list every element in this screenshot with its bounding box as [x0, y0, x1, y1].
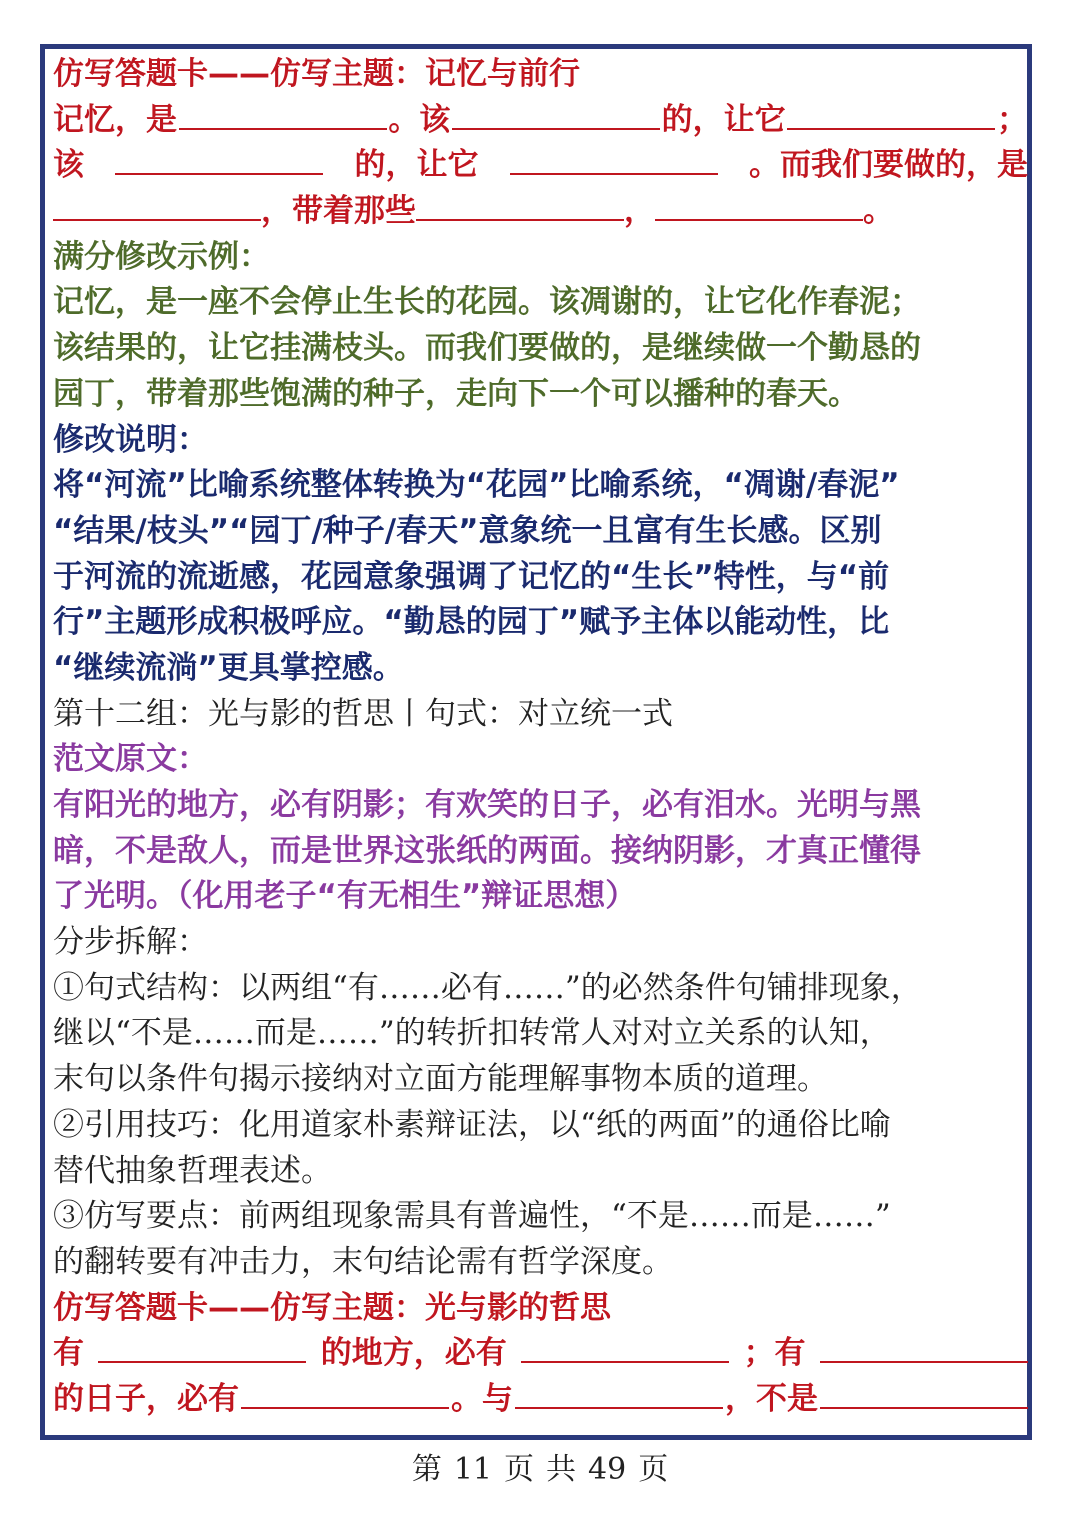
steps-heading: 分步拆解：	[53, 924, 208, 961]
blank[interactable]	[416, 189, 624, 221]
group-title: 第十二组：光与影的哲思丨句式：对立统一式	[53, 695, 673, 732]
steps-line: ③仿写要点：前两组现象需具有普遍性，“不是……而是……”	[53, 1198, 891, 1235]
footer-part: 11	[453, 1452, 492, 1487]
page-content	[53, 52, 1028, 1423]
footer-part: 页	[504, 1452, 534, 1487]
card1-row3-text-3: 。	[863, 193, 894, 230]
example-line: 记忆，是一座不会停止生长的花园。该凋谢的，让它化作春泥；	[53, 284, 921, 321]
blank[interactable]	[787, 98, 995, 130]
card1-row1-text-3: 的，让它	[661, 101, 786, 138]
card1-row2-text-2: 的，让它	[354, 147, 479, 184]
explain-line: “结果/枝头”“园丁/种子/春天”意象统一且富有生长感。区别	[53, 512, 882, 549]
footer-part: 第	[411, 1452, 442, 1487]
footer-part: 页	[638, 1452, 669, 1487]
original-line: 有阳光的地方，必有阴影；有欢笑的日子，必有泪水。光明与黑	[53, 787, 921, 823]
steps-line: 继以“不是……而是……”的转折扣转常人对对立关系的认知，	[53, 1015, 891, 1052]
blank[interactable]	[521, 1331, 729, 1363]
card1-row1	[53, 98, 1028, 144]
card1-title: 仿写答题卡——仿写主题：记忆与前行	[53, 56, 580, 92]
steps-line: ②引用技巧：化用道家朴素辩证法，以“纸的两面”的通俗比喻	[53, 1106, 891, 1143]
card1-row1-text-2: 。该	[388, 101, 451, 138]
card1-row3	[53, 189, 1028, 235]
blank[interactable]	[820, 1331, 1028, 1363]
blank[interactable]	[179, 98, 387, 130]
card1-row1-text-1: 记忆，是	[53, 101, 177, 138]
blank[interactable]	[655, 189, 863, 221]
explain-line: 行”主题形成积极呼应。“勤恳的园丁”赋予主体以能动性，比	[53, 604, 890, 641]
example-line: 该结果的，让它挂满枝头。而我们要做的，是继续做一个勤恳的	[53, 330, 921, 367]
original-heading: 范文原文：	[53, 741, 208, 778]
original-line: 暗，不是敌人，而是世界这张纸的两面。接纳阴影，才真正懂得	[53, 832, 921, 869]
card2-row2-text-1: 的日子，必有	[53, 1380, 239, 1417]
card1-row2-text-3: 。而我们要做的，是	[749, 147, 1028, 184]
blank[interactable]	[53, 189, 261, 221]
example-line: 园丁，带着那些饱满的种子，走向下一个可以播种的春天。	[53, 375, 859, 412]
footer-part: 49	[588, 1452, 627, 1487]
card2-row2-text-2: 。与	[451, 1380, 513, 1417]
blank[interactable]	[452, 98, 660, 130]
card1-row3-text-2: ，	[624, 193, 655, 230]
card1-row2	[53, 143, 1028, 189]
blank[interactable]	[241, 1377, 449, 1409]
steps-line: 的翻转要有冲击力，末句结论需有哲学深度。	[53, 1243, 673, 1280]
card1-row1-text-4: ；	[996, 101, 1028, 138]
card1-row3-text-1: ，带着那些	[261, 193, 416, 230]
footer-part: 共	[546, 1452, 576, 1487]
blank[interactable]	[820, 1377, 1028, 1409]
card2-row2	[53, 1377, 1028, 1423]
blank[interactable]	[98, 1331, 306, 1363]
original-line: 了光明。（化用老子“有无相生”辩证思想）	[53, 878, 637, 915]
card2-title: 仿写答题卡——仿写主题：光与影的哲思	[53, 1289, 611, 1326]
card2-row1-text-2: 的地方，必有	[320, 1335, 507, 1372]
blank[interactable]	[510, 143, 718, 175]
steps-line: 末句以条件句揭示接纳对立面方能理解事物本质的道理。	[53, 1061, 828, 1098]
explain-line: 将“河流”比喻系统整体转换为“花园”比喻系统，“凋谢/春泥”	[53, 467, 900, 504]
card2-row2-text-3: ，不是	[725, 1380, 818, 1417]
explain-heading: 修改说明：	[53, 421, 208, 458]
card2-row1-text-3: ；有	[743, 1335, 806, 1372]
page-number-footer	[0, 1444, 1080, 1488]
explain-line: 于河流的流逝感，花园意象强调了记忆的“生长”特性，与“前	[53, 558, 890, 595]
blank[interactable]	[115, 143, 323, 175]
example-heading: 满分修改示例：	[53, 238, 270, 275]
card2-row1	[53, 1331, 1028, 1377]
blank[interactable]	[515, 1377, 723, 1409]
steps-line: ①句式结构：以两组“有……必有……”的必然条件句铺排现象，	[53, 969, 922, 1006]
card1-row2-text-1: 该	[53, 147, 84, 184]
steps-line: 替代抽象哲理表述。	[53, 1152, 332, 1189]
explain-line: “继续流淌”更具掌控感。	[53, 649, 404, 686]
card2-row1-text-1: 有	[53, 1335, 84, 1372]
